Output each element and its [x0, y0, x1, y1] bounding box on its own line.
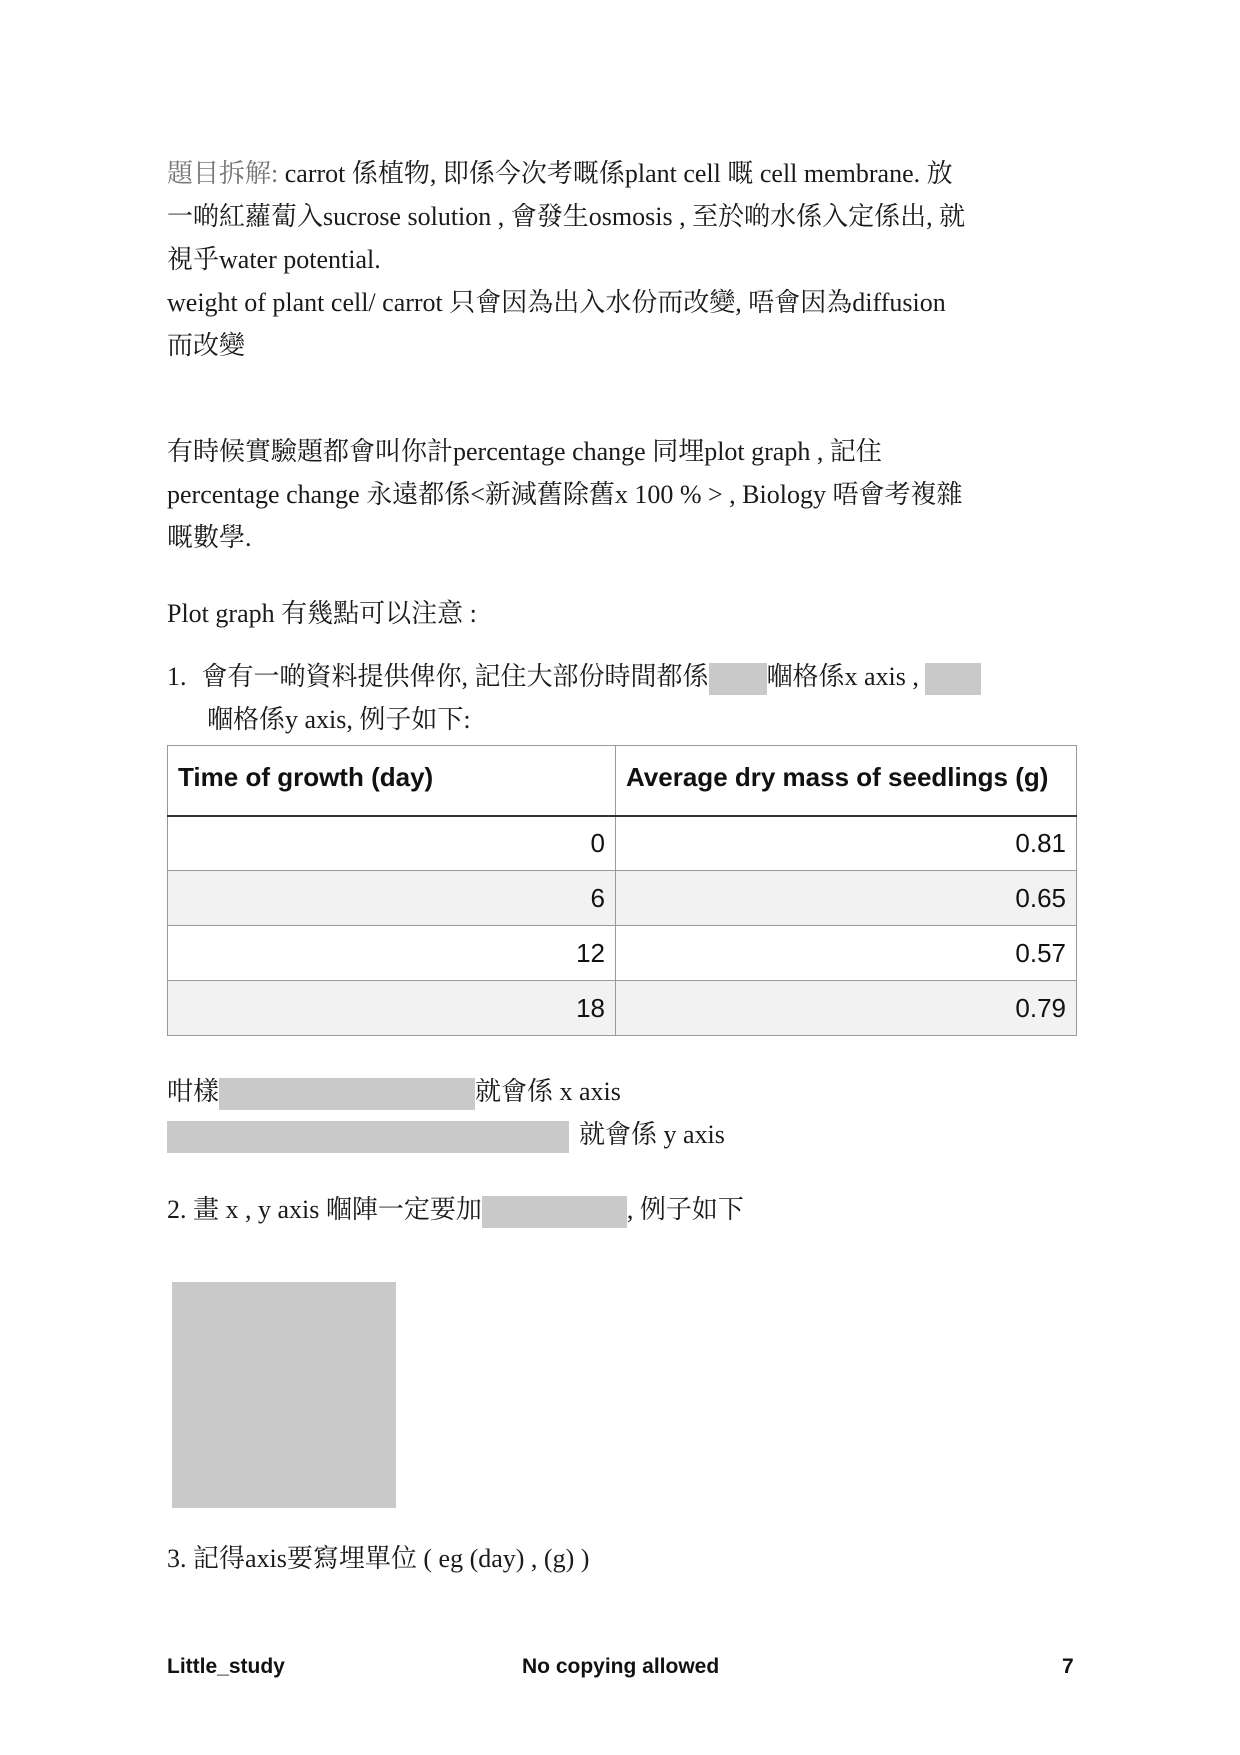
redacted-box — [709, 663, 767, 695]
intro-line-2: 一啲紅蘿蔔入sucrose solution , 會發生osmosis , 至於啲水係入定係出, 就 — [167, 202, 966, 231]
footer-brand: Little_study — [167, 1655, 285, 1678]
x-axis-suffix: 就會係 x axis — [475, 1077, 621, 1106]
list-item-1-line-1 — [167, 655, 1077, 698]
list-item-3: 3. 記得axis要寫埋單位 ( eg (day) , (g) ) — [167, 1544, 590, 1573]
table-row — [168, 981, 1077, 1036]
intro-line-1-text: carrot 係植物, 即係今次考嘅係plant cell 嘅 cell membrane. 放 — [278, 159, 953, 188]
percentage-line-1: 有時候實驗題都會叫你計percentage change 同埋plot graph , 記住 — [167, 437, 882, 466]
y-axis-suffix: 就會係 y axis — [579, 1120, 725, 1149]
table-cell-time: 6 — [168, 871, 616, 926]
intro-line-1 — [167, 152, 1077, 195]
list-item-1 — [167, 655, 1077, 741]
redacted-box — [925, 663, 981, 695]
list-item-2-text-b: , 例子如下 — [626, 1195, 744, 1224]
footer-notice: No copying allowed — [522, 1655, 720, 1678]
percentage-line-3: 嘅數學. — [167, 523, 252, 552]
plot-intro: Plot graph 有幾點可以注意 : — [167, 599, 477, 628]
page-number: 7 — [1062, 1655, 1074, 1678]
table-cell-time: 0 — [168, 816, 616, 871]
x-axis-line — [167, 1070, 1077, 1113]
list-item-2-text-a: 2. 畫 x , y axis 嗰陣一定要加 — [167, 1195, 482, 1224]
list-item-2 — [167, 1188, 1077, 1231]
y-axis-line — [167, 1113, 1077, 1156]
intro-paragraph — [167, 152, 1077, 367]
table-cell-mass: 0.79 — [616, 981, 1077, 1036]
list-item-1-text-b: 嗰格係x axis , — [766, 662, 919, 691]
list-item-1-text-a: 會有一啲資料提供俾你, 記住大部份時間都係 — [201, 662, 709, 691]
axis-explanation — [167, 1070, 1077, 1156]
x-axis-prefix: 咁樣 — [167, 1077, 220, 1106]
table-row — [168, 926, 1077, 981]
redacted-graph-image — [172, 1282, 396, 1508]
redacted-box — [167, 1121, 569, 1153]
intro-line-5: 而改變 — [167, 331, 246, 360]
table-cell-time: 18 — [168, 981, 616, 1036]
table-header-time: Time of growth (day) — [168, 746, 616, 816]
table-cell-mass: 0.65 — [616, 871, 1077, 926]
table-cell-mass: 0.81 — [616, 816, 1077, 871]
intro-line-3: 視乎water potential. — [167, 245, 381, 274]
table-header-row — [168, 746, 1077, 816]
list-number-1: 1. — [167, 662, 187, 691]
data-table — [167, 745, 1077, 1036]
intro-line-4: weight of plant cell/ carrot 只會因為出入水份而改變, 唔會因為diffusion — [167, 288, 946, 317]
list-item-1-line-2: 嗰格係y axis, 例子如下: — [207, 705, 471, 734]
table-header-mass: Average dry mass of seedlings (g) — [616, 746, 1077, 816]
table-cell-time: 12 — [168, 926, 616, 981]
table-cell-mass: 0.57 — [616, 926, 1077, 981]
redacted-box — [482, 1196, 627, 1228]
redacted-box — [219, 1078, 475, 1110]
percentage-paragraph — [167, 430, 1077, 559]
analysis-heading: 題目拆解: — [167, 159, 279, 188]
table-row — [168, 871, 1077, 926]
list-item-2-line — [167, 1188, 1077, 1231]
percentage-line-2: percentage change 永遠都係<新減舊除舊x 100 % > , Biology 唔會考複雜 — [167, 480, 963, 509]
table-row — [168, 816, 1077, 871]
